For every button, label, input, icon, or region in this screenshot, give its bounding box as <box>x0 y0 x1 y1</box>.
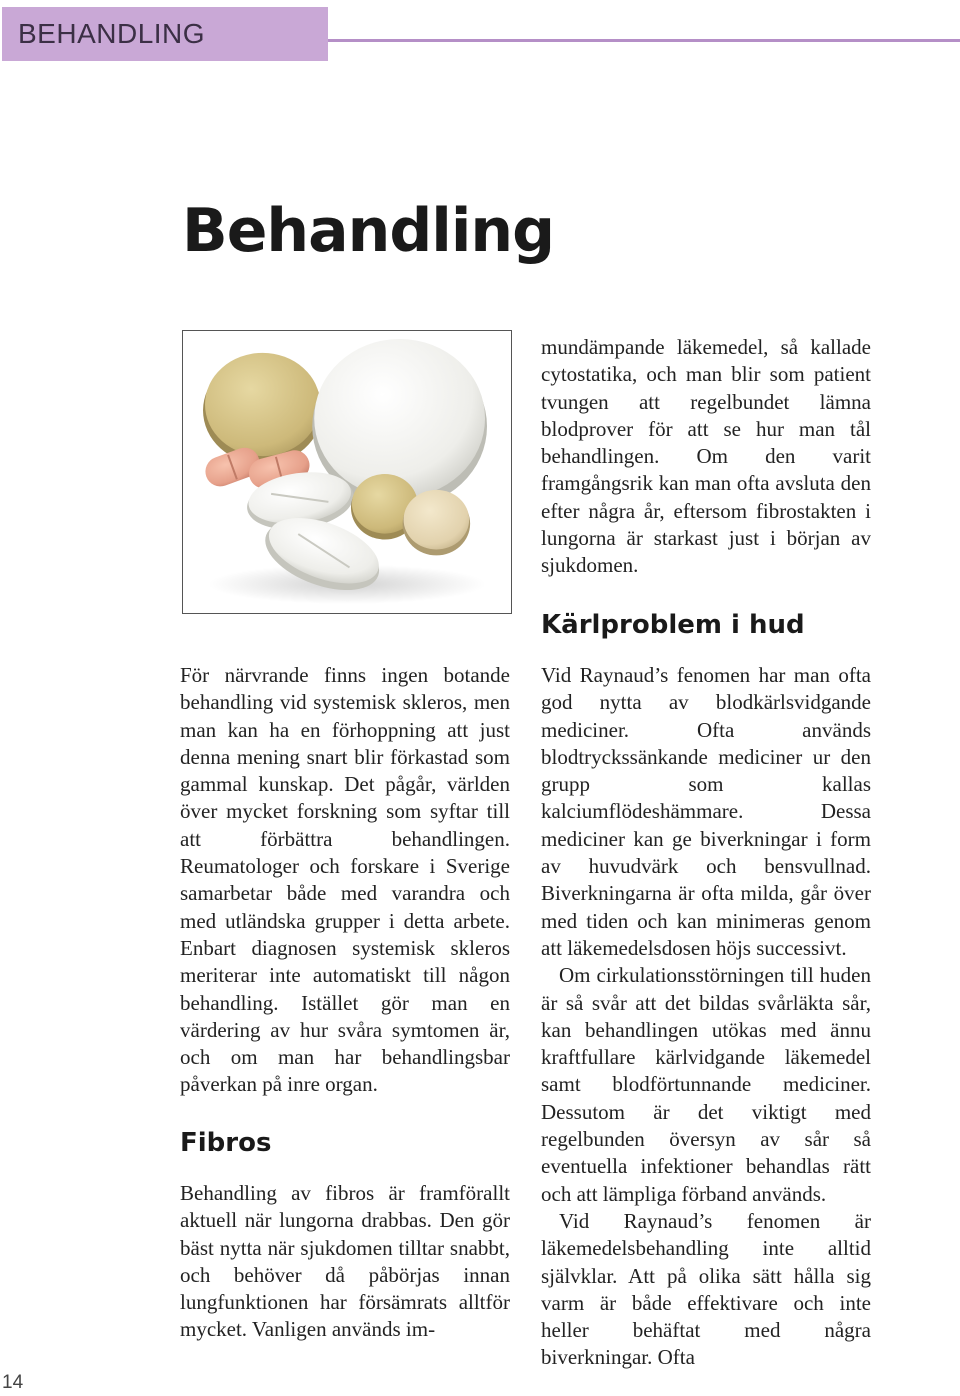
section-label: BEHANDLING <box>18 18 206 49</box>
fibros-continuation-paragraph: mundämpande läkemedel, så kallade cytostatika, och man blir som patient tvungen att regelbundet lämna blodprover för att se hur man tål behandlingen. Om den varit framgångsrik kan man ofta avsluta den efter några år, eftersom fibrostakten i lungorna är starkast just i början av sjukdomen. <box>541 335 871 578</box>
left-column-text <box>180 662 510 1099</box>
page-title: Behandling <box>182 196 555 266</box>
pills-icon <box>183 331 511 613</box>
fibros-heading: Fibros <box>180 1128 272 1158</box>
fibros-continuation <box>541 334 871 580</box>
karlproblem-paragraph-3: Vid Raynaud’s fenomen är läkemedelsbehandling inte alltid självklar. Att på olika sätt hålla sig varm är både effektivare och inte heller behäftat med några biverkningar. Ofta <box>541 1208 871 1370</box>
section-rule <box>328 39 960 42</box>
fibros-column <box>180 1180 510 1344</box>
karlproblem-paragraph-1: Vid Raynaud’s fenomen har man ofta god nytta av blodkärlsvidgande mediciner. Ofta används blodtryckssänkande mediciner ur den grupp som kallas kalciumflödeshämmare. Dessa mediciner kan ge biverkningar i form av huvudvärk och bensvullnad. Biverkningarna är ofta milda, går över med tiden och kan minimeras genom att läkemedelsdosen höjs successivt. <box>541 663 871 960</box>
pills-photo <box>182 330 512 614</box>
karlproblem-paragraph-2: Om cirkulationsstörningen till huden är så svår att det bildas svårläkta sår, kan behandlingen utökas med ännu kraftfullare kärlvidgande läkemedel samt blodförtunnande mediciner. Dessutom är det viktigt med regelbunden översyn av sår så eventuella infektioner behandlas rätt och att lämpliga förband används. <box>541 963 871 1206</box>
karlproblem-heading: Kärlproblem i hud <box>541 610 805 640</box>
page-number: 14 <box>2 1372 24 1393</box>
karlproblem-column <box>541 662 871 1372</box>
fibros-paragraph: Behandling av fibros är framförallt aktuell när lungorna drabbas. Den gör bäst nytta när sjukdomen tilltar snabbt, och behöver då påbörjas innan lungfunktionen har försämrats alltför mycket. Vanligen används im- <box>180 1181 510 1342</box>
section-tab <box>2 7 328 61</box>
intro-paragraph: För närvrande finns ingen botande behandling vid systemisk skleros, men man kan ha en förhoppning att just denna mening snart blir förkastad som gammal kunskap. Det pågår, världen över mycket forskning som syftar till att förbättra behandlingen. Reumatologer och forskare i Sverige samarbetar både med varandra och med utländska grupper i detta arbete. Enbart diagnosen systemisk skleros meriterar inte automatiskt till någon behandling. Istället gör man en värdering av hur svåra symtomen är, och om man har behandlingsbar påverkan på inre organ. <box>180 663 510 1097</box>
